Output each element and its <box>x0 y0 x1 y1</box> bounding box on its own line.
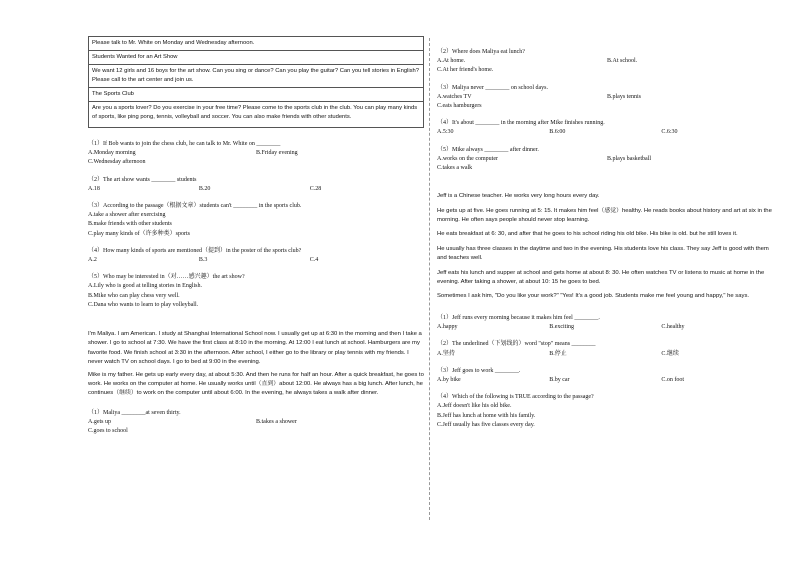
question-text: （2）The underlined（下划线的）word "stop" means ________ <box>437 341 596 348</box>
jeff-passage <box>437 192 777 302</box>
option[interactable]: B.plays tennis <box>607 93 641 100</box>
option[interactable]: A.works on the computer <box>437 155 498 162</box>
option[interactable]: B.by car <box>549 376 570 383</box>
jeff-question-3 <box>437 367 777 385</box>
option[interactable]: C.28 <box>309 185 322 192</box>
question-text: （4）How many kinds of sports are mentioned（提到）in the poster of the sports club? <box>88 247 302 254</box>
option[interactable]: B.3 <box>198 257 208 264</box>
question-text: （2）Where does Maliya eat lunch? <box>437 49 525 55</box>
question-block-r5 <box>437 146 777 174</box>
passage-paragraph: He usually has three classes in the daytime and two in the evening. His students love his class. They say Jeff is good with them and teaches well. <box>437 245 769 262</box>
notice-line: Please talk to Mr. White on Monday and Wednesday afternoon. <box>89 37 423 51</box>
option[interactable]: B.Mike who can play chess very well. <box>88 292 180 299</box>
option[interactable]: C.At her friend's home. <box>437 67 494 74</box>
option[interactable]: A.Monday morning <box>88 150 136 157</box>
question-block-r3 <box>437 84 777 112</box>
passage-paragraph: Jeff eats his lunch and supper at school and gets home at about 8: 30. He often watches TV or listens to music at home in the evening. After taking a shower, at about 10: 15 he goes to bed. <box>437 269 765 286</box>
question-text: （5）Mike always ________ after dinner. <box>437 146 539 153</box>
option[interactable]: C.eats hamburgers <box>437 103 482 110</box>
option[interactable]: B.exciting <box>549 324 575 331</box>
question-block-r4 <box>437 119 777 137</box>
question-text: （1）Maliya ________at seven thirty. <box>88 409 181 416</box>
notice-box <box>88 36 424 128</box>
option[interactable]: C.play many kinds of（许多种类）sports <box>88 230 190 237</box>
question-block-3 <box>88 202 424 239</box>
right-column <box>437 48 777 430</box>
option[interactable]: A.5:30 <box>437 129 454 136</box>
art-show-title: Students Wanted for an Art Show <box>89 51 423 65</box>
option[interactable]: B.20 <box>198 185 211 192</box>
passage-paragraph: I'm Maliya. I am American. I study at Shanghai International School now. I usually get up at 6:30 in the morning and then I take a shower. I go to school at 7:30. We have the first class at 8:10 in the morning. At 12:00 I eat lunch at school. Hamburgers are my favorite food. We finish school at 3:30 in the afternoon. After school, I either go to the library or play tennis with my friends. I never watch TV on school days. I go to bed at 9:00 in the evening. <box>88 331 422 366</box>
option[interactable]: A.happy <box>437 324 458 331</box>
passage-paragraph: He gets up at five. He goes running at 5: 15. It makes him feel（感觉）healthy. He reads books about history and art at six in the morning. He often says people should never stop learning. <box>437 207 772 224</box>
option[interactable]: B.停止 <box>549 350 567 357</box>
option[interactable]: B.6:00 <box>549 129 566 136</box>
option[interactable]: A.take a shower after exercising <box>88 212 166 219</box>
column-divider <box>429 38 430 520</box>
question-block-2 <box>88 176 424 194</box>
question-block-5 <box>88 273 424 310</box>
option[interactable]: B.At school. <box>607 58 638 65</box>
option[interactable]: A.watches TV <box>437 93 472 100</box>
option[interactable]: C.goes to school <box>88 428 128 435</box>
question-text: （1）Jeff runs every morning because it makes him feel ________. <box>437 314 600 321</box>
option[interactable]: A.by bike <box>437 376 461 383</box>
jeff-question-4 <box>437 393 777 430</box>
question-text: （3）Maliya never ________ on school days. <box>437 84 548 91</box>
question-text: （4）Which of the following is TRUE according to the passage? <box>437 394 594 401</box>
jeff-question-2 <box>437 340 777 358</box>
option[interactable]: A.At home. <box>437 58 466 65</box>
passage-paragraph: Mike is my father. He gets up early every day, at about 5:30. And then he runs for half an hour. After a quick breakfast, he goes to work. He works on the computer at home. He usually works until（直到）about 12:00. He always has a big lunch. After lunch, he continues（继续）to work on the computer until about 6:00. In the evening, he always takes a walk after dinner. <box>88 371 424 397</box>
question-text: （5）Who may be interested in（对……感兴趣）the art show? <box>88 274 245 281</box>
option[interactable]: A.Jeff doesn't like his old bike. <box>437 403 512 410</box>
art-show-text: We want 12 girls and 16 boys for the art show. Can you sing or dance? Can you play the guitar? Can you tell stories in English? Please call to the art center and join us. <box>89 65 423 88</box>
option[interactable]: B.takes a shower <box>256 419 297 426</box>
option[interactable]: C.6:30 <box>661 129 678 136</box>
question-text: （1）If Bob wants to join the chess club, he can talk to Mr. White on ________ <box>88 141 281 147</box>
option[interactable]: C.takes a walk <box>437 165 473 172</box>
passage-paragraph: He eats breakfast at 6: 30, and after that he goes to his school riding his old bike. His bike is old. but he still loves it. <box>437 231 738 238</box>
maliya-question-1 <box>88 409 424 437</box>
question-text: （3）According to the passage（根据文章）students can't ________ in the sports club. <box>88 203 302 210</box>
option[interactable]: B.Friday evening <box>256 150 298 157</box>
option[interactable]: C.Jeff usually has five classes every day. <box>437 421 535 428</box>
option[interactable]: A.18 <box>88 185 100 192</box>
sports-club-title: The Sports Club <box>89 88 423 102</box>
jeff-question-1 <box>437 314 777 332</box>
option[interactable]: C.on foot <box>661 376 685 383</box>
passage-paragraph: Jeff is a Chinese teacher. He works very long hours every day. <box>437 193 600 200</box>
question-text: （3）Jeff goes to work ________. <box>437 367 521 374</box>
option[interactable]: C.4 <box>309 257 319 264</box>
sports-club-text: Are you a sports lover? Do you exercise in your free time? Please come to the sports club in the club. You can play many kinds of sports, like ping pong, tennis, volleyball and soccer. You can also make friends with other students. <box>92 105 418 120</box>
option[interactable]: C.healthy <box>661 324 685 331</box>
option[interactable]: B.make friends with other students <box>88 221 172 228</box>
option[interactable]: B.plays basketball <box>607 155 651 162</box>
option[interactable]: A.gets up <box>88 419 111 426</box>
question-text: （4）It's about ________ in the morning after Mike finishes running. <box>437 120 605 127</box>
option[interactable]: C.Wednesday afternoon <box>88 159 146 166</box>
option[interactable]: C.继续 <box>661 350 679 357</box>
question-text: （2）The art show wants ________ students <box>88 176 197 183</box>
option[interactable]: A.Lily who is good at telling stories in English. <box>88 283 202 290</box>
option[interactable]: B.Jeff has lunch at home with his family. <box>437 412 536 419</box>
option[interactable]: A.2 <box>88 257 97 264</box>
option[interactable]: A.坚持 <box>437 350 455 357</box>
maliya-passage <box>88 330 424 399</box>
option[interactable]: C.Dana who wants to learn to play volleyball. <box>88 301 199 308</box>
passage-paragraph: Sometimes I ask him, "Do you like your work?" "Yes! It's a good job. Students make me feel young and happy," he says. <box>437 293 750 300</box>
question-block-4 <box>88 247 424 265</box>
question-block-r2 <box>437 48 777 76</box>
left-column <box>88 36 424 437</box>
question-block-1 <box>88 140 424 168</box>
